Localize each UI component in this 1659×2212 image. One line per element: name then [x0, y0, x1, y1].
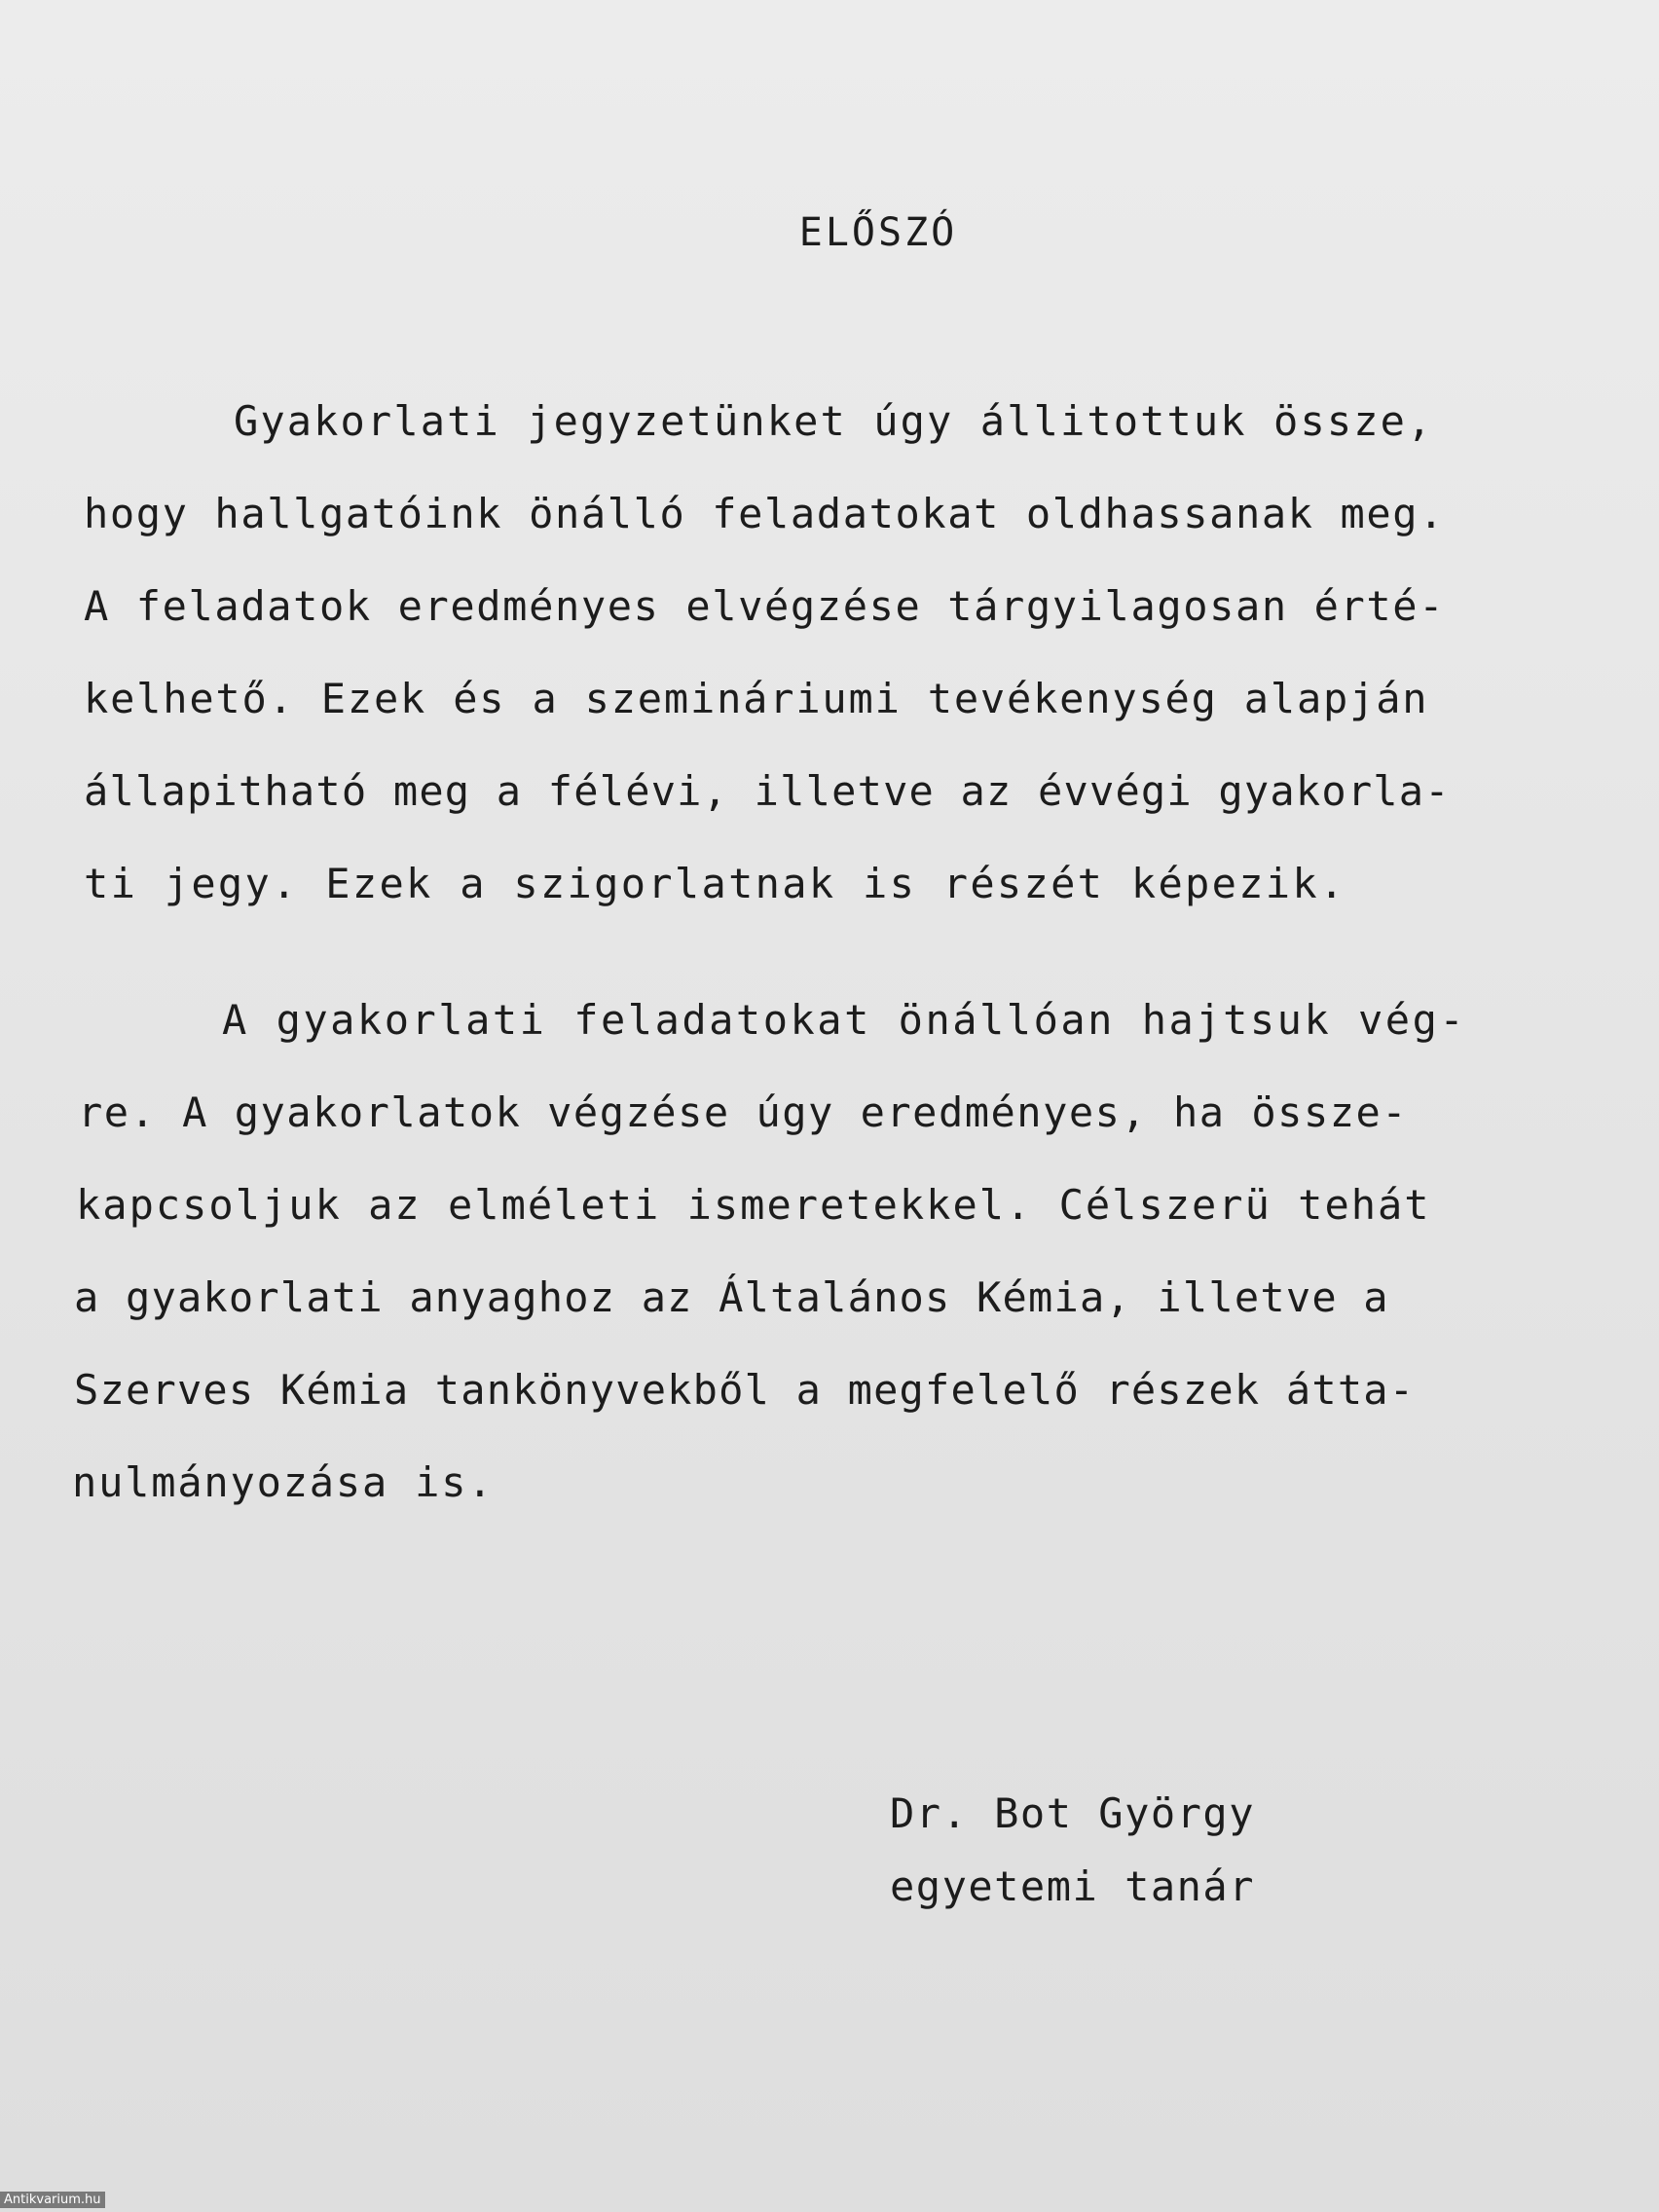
paragraph-1-line: ti jegy. Ezek a szigorlatnak is részét képezik.	[84, 860, 1346, 907]
paragraph-1-line: Gyakorlati jegyzetünket úgy állitottuk össze,	[234, 397, 1434, 445]
paragraph-2-line: A gyakorlati feladatokat önállóan hajtsuk vég-	[222, 996, 1467, 1044]
paragraph-1-line: kelhető. Ezek és a szemináriumi tevékenység alapján	[84, 675, 1429, 722]
paragraph-2-line: Szerves Kémia tankönyvekből a megfelelő részek átta-	[74, 1366, 1416, 1414]
paragraph-2-line: re. A gyakorlatok végzése úgy eredményes, ha össze-	[78, 1088, 1409, 1136]
signature-role: egyetemi tanár	[890, 1862, 1256, 1910]
paragraph-2-line: kapcsoljuk az elméleti ismeretekkel. Célszerü tehát	[76, 1181, 1431, 1229]
watermark-label: Antikvarium.hu	[0, 2192, 105, 2208]
paragraph-2-line: a gyakorlati anyaghoz az Általános Kémia, illetve a	[74, 1273, 1389, 1321]
paragraph-1-line: A feladatok eredményes elvégzése tárgyilagosan érté-	[84, 582, 1446, 630]
paragraph-1-line: állapitható meg a félévi, illetve az évvégi gyakorla-	[84, 767, 1451, 815]
signature-name: Dr. Bot György	[890, 1789, 1256, 1837]
page-title: ELŐSZÓ	[798, 210, 958, 255]
paragraph-1-line: hogy hallgatóink önálló feladatokat oldhassanak meg.	[84, 490, 1446, 537]
paragraph-2-line: nulmányozása is.	[72, 1458, 495, 1506]
